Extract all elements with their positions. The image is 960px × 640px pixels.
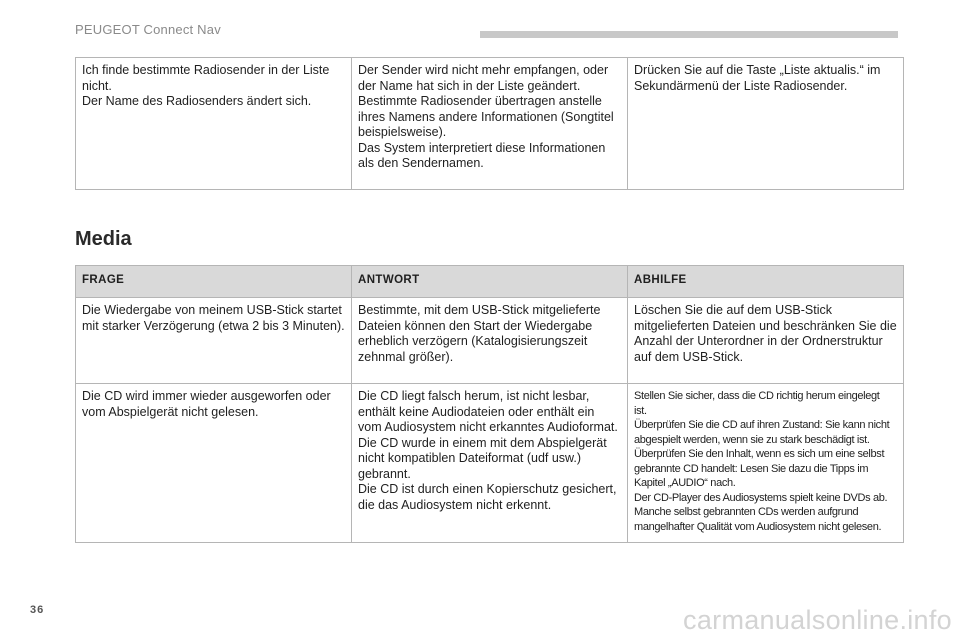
- solution-cell: Stellen Sie sicher, dass die CD richtig herum eingelegt ist. Überprüfen Sie die CD auf ihren Zustand: Sie kann nicht abgespielt werden, wenn sie zu stark beschädigt ist. Überprüfen Sie den Inhalt, wenn es sich um eine selbst gebrannte CD handelt: Lesen Sie dazu die Tipps im Kapitel „AUDIO“ nach. Der CD-Player des Audiosystems spielt keine DVDs ab. Manche selbst gebrannten CDs werden aufgrund mangelhafter Qualität vom Audiosystem nicht gelesen.: [628, 384, 904, 543]
- column-header-abhilfe: ABHILFE: [628, 266, 904, 298]
- question-cell: Ich finde bestimmte Radiosender in der Liste nicht. Der Name des Radiosenders ändert sich.: [76, 58, 352, 190]
- column-header-antwort: ANTWORT: [352, 266, 628, 298]
- solution-cell: Löschen Sie die auf dem USB-Stick mitgelieferten Dateien und beschränken Sie die Anzahl der Unterordner in der Ordnerstruktur auf dem USB-Stick.: [628, 298, 904, 384]
- answer-cell: Der Sender wird nicht mehr empfangen, oder der Name hat sich in der Liste geändert. Bestimmte Radiosender übertragen anstelle ihres Namens andere Informationen (Songtitel beispielsweise). Das System interpretiert diese Informationen als den Sendernamen.: [352, 58, 628, 190]
- radio-faq-table: [75, 57, 904, 190]
- question-cell: Die Wiedergabe von meinem USB-Stick startet mit starker Verzögerung (etwa 2 bis 3 Minuten).: [76, 298, 352, 384]
- table-row: [76, 58, 904, 190]
- column-header-frage: FRAGE: [76, 266, 352, 298]
- question-cell: Die CD wird immer wieder ausgeworfen oder vom Abspielgerät nicht gelesen.: [76, 384, 352, 543]
- header-divider-bar: [480, 31, 898, 38]
- media-faq-table: [75, 265, 904, 543]
- watermark: carmanualsonline.info: [683, 605, 952, 635]
- manual-title: PEUGEOT Connect Nav: [75, 22, 221, 37]
- table-header-row: [76, 266, 904, 298]
- page-number: 36: [30, 604, 45, 616]
- section-title-media: Media: [75, 228, 132, 250]
- answer-cell: Die CD liegt falsch herum, ist nicht lesbar, enthält keine Audiodateien oder enthält ein vom Audiosystem nicht erkanntes Audioformat. Die CD wurde in einem mit dem Abspielgerät nicht kompatiblen Dateiformat (udf usw.) gebrannt. Die CD ist durch einen Kopierschutz gesichert, die das Audiosystem nicht erkennt.: [352, 384, 628, 543]
- table-row: [76, 298, 904, 384]
- solution-cell: Drücken Sie auf die Taste „Liste aktualis.“ im Sekundärmenü der Liste Radiosender.: [628, 58, 904, 190]
- answer-cell: Bestimmte, mit dem USB-Stick mitgelieferte Dateien können den Start der Wiedergabe erheblich verzögern (Katalogisierungszeit zehnmal größer).: [352, 298, 628, 384]
- table-row: [76, 384, 904, 543]
